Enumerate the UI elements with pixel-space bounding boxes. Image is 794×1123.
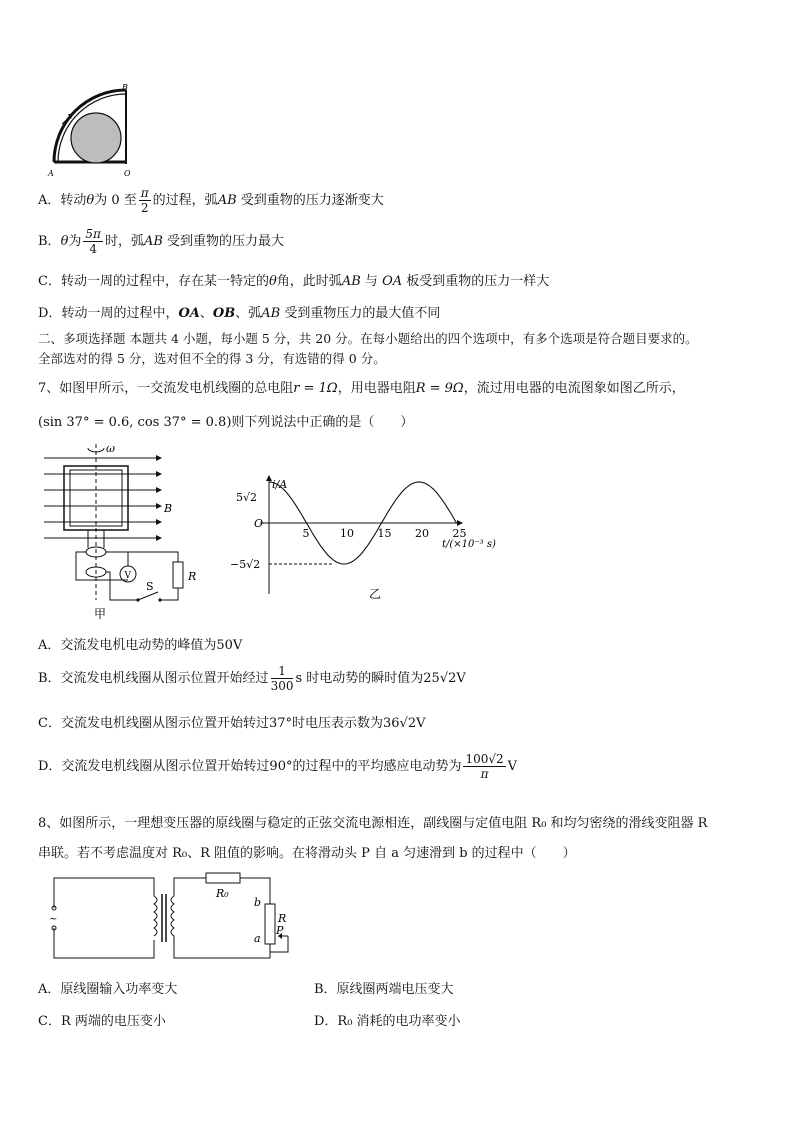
x-tick-20: 20 [415, 527, 429, 540]
q7-option-b: B．交流发电机线圈从图示位置开始经过 $\frac{1}{300}$ s 时电动势的瞬时值为25√2V [38, 664, 466, 693]
y-axis-label: i/A [272, 478, 288, 491]
label-a: A [48, 169, 54, 178]
generator-figure [40, 440, 210, 620]
slider-p-label: P [276, 924, 284, 937]
field-b-label: B [164, 502, 173, 515]
current-graph [224, 468, 514, 606]
transformer-figure [44, 868, 287, 968]
origin-label: O [254, 517, 264, 530]
q8-option-a: A．原线圈输入功率变大 [38, 982, 178, 997]
point-b-label: b [254, 896, 262, 909]
y-tick-bottom: −5√2 [230, 558, 261, 571]
q6-option-a: A．转动θ为 0 至 $\frac{\pi}{2}$ 的过程，弧AB 受到重物的压力逐渐变大 [38, 186, 384, 215]
x-axis-label: t/(×10⁻³ s) [442, 539, 496, 550]
label-o: O [124, 169, 131, 178]
section-2-line1: 二、多项选择题 本题共 4 小题，每小题 5 分，共 20 分。在每小题给出的四个选项中，有多个选项是符合题目要求的。 [38, 331, 698, 346]
rheostat-label: R [278, 912, 287, 925]
figure-jia-caption: 甲 [94, 607, 107, 621]
figure-yi-caption: 乙 [369, 587, 382, 601]
q8-stem-line1: 8、如图所示，一理想变压器的原线圈与稳定的正弦交流电源相连，副线圈与定值电阻 R₀ 和均匀密绕的滑线变阻器 R [38, 816, 708, 831]
q8-option-d: D．R₀ 消耗的电功率变小 [314, 1014, 461, 1029]
point-a-label: a [254, 932, 261, 945]
label-b: B [122, 83, 128, 92]
q8-stem-line2: 串联。若不考虑温度对 R₀、R 阻值的影响。在将滑动头 P 自 a 匀速滑到 b 的过程中（ ） [38, 846, 576, 861]
x-tick-15: 15 [377, 527, 392, 540]
x-tick-5: 5 [302, 527, 310, 540]
ac-source-label: ~ [49, 914, 58, 925]
q7-option-c: C．交流发电机线圈从图示位置开始转过37°时电压表示数为36√2V [38, 716, 426, 731]
omega-label: ω [106, 442, 115, 455]
q6-option-c: C．转动一周的过程中，存在某一特定的θ角，此时弧AB 与 OA 板受到重物的压力一样大 [38, 274, 550, 289]
r0-label: R₀ [216, 887, 229, 900]
voltmeter-label: V [124, 571, 131, 581]
switch-label: S [146, 580, 154, 593]
q6-option-d: D．转动一周的过程中，OA、OB、弧AB 受到重物压力的最大值不同 [38, 306, 441, 321]
x-tick-25: 25 [452, 527, 467, 540]
q8-option-b: B．原线圈两端电压变大 [314, 982, 454, 997]
x-tick-10: 10 [340, 527, 354, 540]
q7-option-a: A．交流发电机电动势的峰值为50V [38, 638, 243, 653]
q6-option-b: B．θ为 $\frac{5\pi}{4}$ 时，弧AB 受到重物的压力最大 [38, 227, 285, 256]
y-tick-top: 5√2 [236, 491, 258, 504]
quarter-circle-figure [40, 84, 140, 180]
resistor-label: R [188, 570, 197, 583]
section-2-line2: 全部选对的得 5 分，选对但不全的得 3 分，有选错的得 0 分。 [38, 351, 386, 366]
q7-stem-line1: 7、如图甲所示，一交流发电机线圈的总电阻r = 1Ω，用电器电阻R = 9Ω，流过用电器的电流图象如图乙所示， [38, 381, 685, 396]
q7-option-d: D．交流发电机线圈从图示位置开始转过90°的过程中的平均感应电动势为 $\frac{100√2}{\pi}$ V [38, 752, 518, 781]
q8-option-c: C．R 两端的电压变小 [38, 1014, 166, 1029]
q7-stem-line2: (sin 37° = 0.6, cos 37° = 0.8)则下列说法中正确的是（ ） [38, 415, 414, 430]
